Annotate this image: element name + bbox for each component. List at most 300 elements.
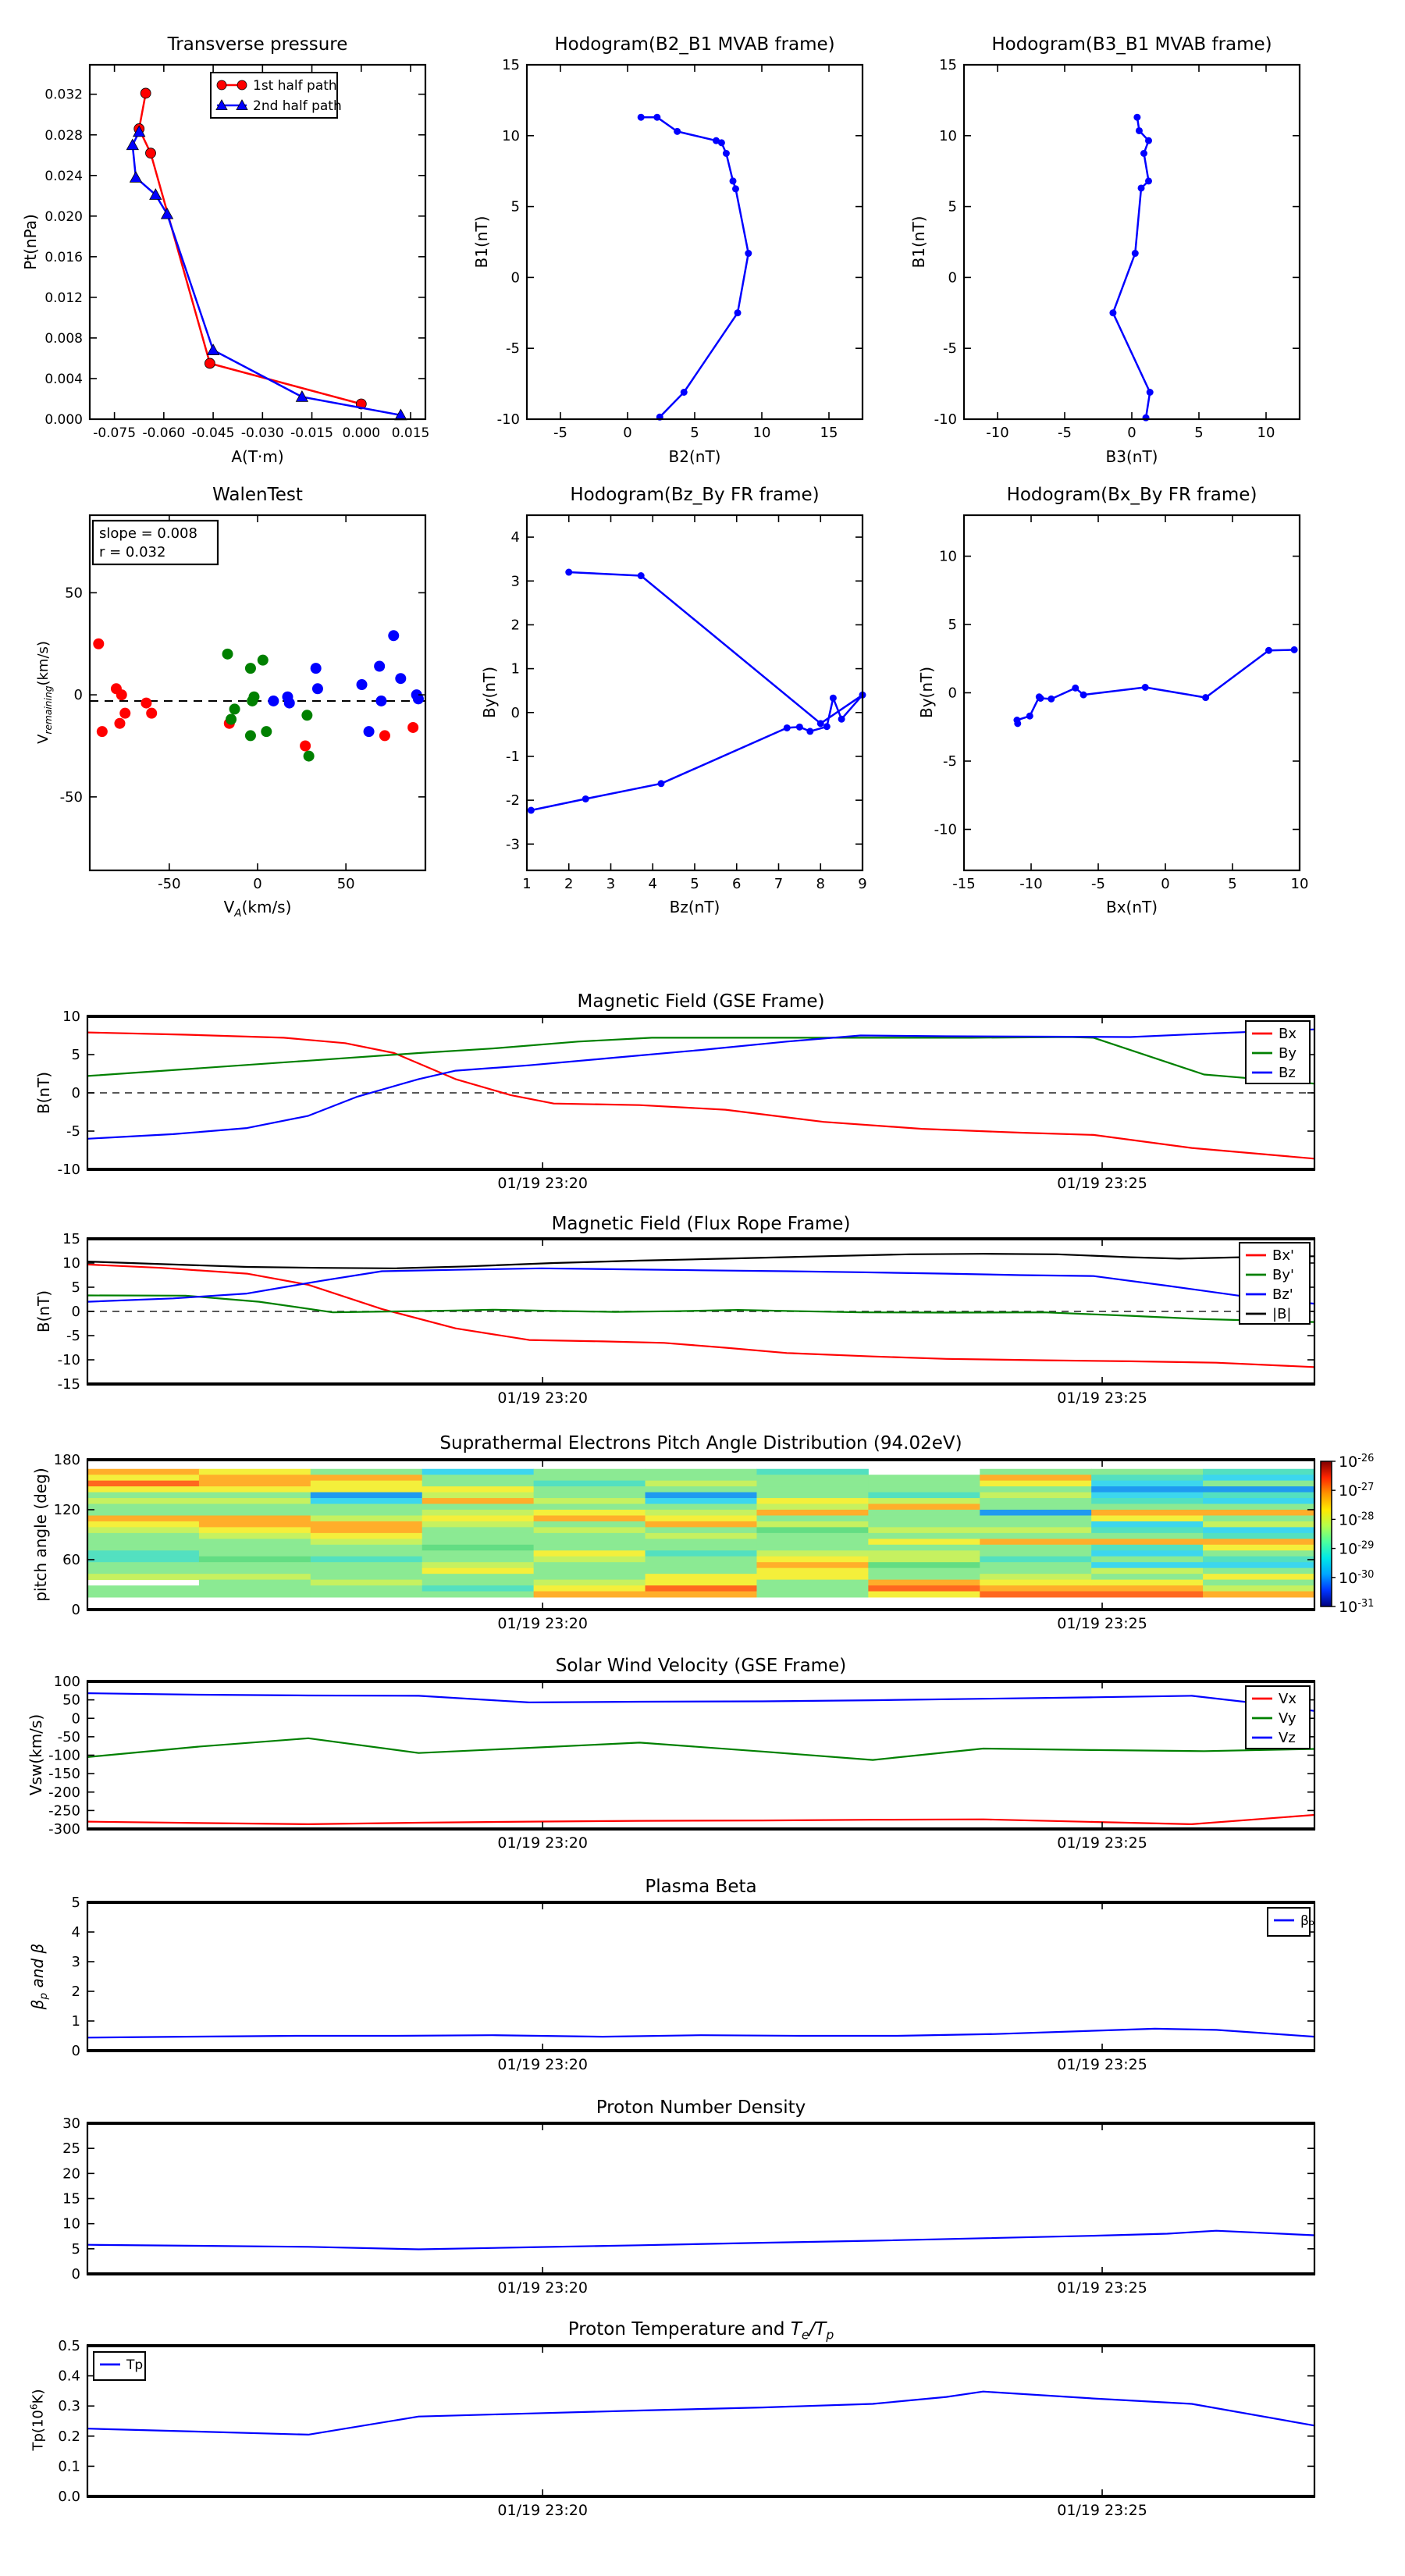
marker-circle-1st-half-path [145, 148, 155, 158]
y-tick-label: -5 [943, 753, 957, 770]
heatmap-cell [1203, 1481, 1314, 1487]
heatmap-cell [1203, 1493, 1314, 1499]
heatmap-cell [199, 1550, 311, 1557]
marker-dot-bxby [1291, 646, 1298, 653]
temp-title-te: T [790, 2319, 802, 2339]
series-line-Np [87, 2231, 1314, 2250]
heatmap-cell [980, 1493, 1091, 1499]
x-tick-label: 01/19 23:25 [1057, 1175, 1147, 1192]
heatmap-cell [868, 1557, 980, 1563]
y-tick-label: 0 [510, 704, 520, 721]
y-tick-label: -10 [57, 1352, 80, 1368]
scatter-point-walen-green [304, 751, 315, 762]
y-tick-label: 0.008 [44, 330, 83, 347]
heatmap-cell [646, 1568, 757, 1574]
heatmap-cell [756, 1486, 868, 1493]
heatmap-cell [756, 1515, 868, 1521]
heatmap-cell [646, 1510, 757, 1516]
marker-dot-b2b1 [745, 250, 752, 257]
panel-title-hodogram-b3b1: Hodogram(B3_B1 MVAB frame) [991, 34, 1272, 55]
axis-label-bx: Bx(nT) [1105, 898, 1158, 916]
marker-dot-bxby [1080, 692, 1087, 699]
scatter-point-walen-red [146, 708, 157, 719]
heatmap-cell [199, 1545, 311, 1551]
x-tick-label: 01/19 23:20 [497, 2502, 588, 2519]
heatmap-cell [87, 1510, 199, 1516]
y-tick-label: 10 [502, 127, 520, 144]
y-tick-label: 2 [510, 617, 520, 634]
legend-label: Vz [1279, 1730, 1296, 1746]
heatmap-cell [1091, 1469, 1203, 1475]
axes-frame [527, 515, 863, 870]
marker-circle-1st-half-path [140, 88, 151, 98]
heatmap-cell [1091, 1486, 1203, 1493]
x-tick-label: 01/19 23:25 [1057, 1615, 1147, 1632]
axes-frame [964, 65, 1300, 419]
y-tick-label: 10 [62, 2215, 80, 2233]
heatmap-cell [87, 1486, 199, 1493]
heatmap-cell [1203, 1585, 1314, 1592]
va-unit: (km/s) [241, 898, 292, 916]
heatmap-cell [422, 1481, 534, 1487]
axis-label-bnt-gse: B(nT) [34, 1071, 53, 1115]
heatmap-cell [980, 1521, 1091, 1528]
marker-dot-b3b1 [1147, 389, 1154, 396]
heatmap-cell [756, 1527, 868, 1533]
y-tick-label: 0.020 [44, 208, 83, 225]
axis-label-b1-left: B1(nT) [472, 215, 491, 269]
tp-sup: 6 [28, 2403, 40, 2411]
x-tick-label: 01/19 23:25 [1057, 1389, 1147, 1407]
scatter-point-walen-red [140, 698, 151, 709]
heatmap-cell [756, 1521, 868, 1528]
y-tick-label: 10 [62, 1255, 80, 1272]
y-tick-label: 5 [71, 1047, 80, 1063]
heatmap-cell [1203, 1486, 1314, 1493]
heatmap-cell [199, 1527, 311, 1533]
y-tick-label: 20 [62, 2165, 80, 2183]
legend-label: βₚ [1300, 1913, 1315, 1929]
series-line-b2b1 [641, 117, 749, 417]
heatmap-cell [1091, 1510, 1203, 1516]
x-tick-label: 0 [1127, 425, 1136, 441]
marker-dot-bzby [638, 572, 645, 579]
heatmap-cell [1091, 1498, 1203, 1504]
heatmap-cell [980, 1527, 1091, 1533]
heatmap-cell [980, 1568, 1091, 1574]
heatmap-cell [1203, 1498, 1314, 1504]
marker-dot-b3b1 [1145, 137, 1152, 144]
heatmap-cell [1091, 1539, 1203, 1545]
heatmap-cell [1203, 1504, 1314, 1510]
heatmap-cell [311, 1493, 422, 1499]
legend-label: 2nd half path [253, 98, 342, 114]
heatmap-cell [311, 1592, 422, 1598]
x-tick-label: 10 [752, 425, 771, 441]
marker-dot-bzby [658, 780, 665, 787]
heatmap-cell [980, 1510, 1091, 1516]
y-tick-label: -300 [48, 1821, 80, 1838]
series-line-bzby [531, 572, 863, 810]
marker-dot-bzby [830, 695, 837, 702]
heatmap-cell [422, 1545, 534, 1551]
axis-label-b1-right: B1(nT) [909, 215, 928, 269]
y-tick-label: 15 [62, 1231, 80, 1247]
y-tick-label: 0.016 [44, 249, 83, 265]
heatmap-cell [646, 1486, 757, 1493]
heatmap-cell [311, 1481, 422, 1487]
series-line-Vx [87, 1815, 1314, 1824]
heatmap-cell [199, 1533, 311, 1539]
heatmap-cell [980, 1550, 1091, 1557]
heatmap-cell [1203, 1562, 1314, 1568]
heatmap-cell [980, 1533, 1091, 1539]
y-tick-label: 1 [510, 660, 520, 678]
y-tick-label: 50 [62, 1692, 80, 1709]
scatter-point-walen-red [119, 708, 130, 719]
heatmap-cell [1203, 1521, 1314, 1528]
heatmap-cell [199, 1592, 311, 1598]
va-main: V [223, 898, 235, 916]
y-tick-label: 0 [510, 269, 520, 286]
marker-circle-1st-half-path [205, 358, 215, 368]
legend-label: Bx' [1272, 1247, 1294, 1264]
series-line-1st-half-path [139, 93, 361, 404]
axis-label-bnt-fr: B(nT) [34, 1290, 53, 1333]
marker-dot-bzby [817, 720, 824, 727]
y-tick-label: 0.012 [44, 290, 83, 306]
heatmap-cell [422, 1486, 534, 1493]
y-tick-label: 5 [71, 1895, 80, 1911]
panel-title-proton-density: Proton Number Density [596, 2097, 806, 2118]
y-tick-label: 0 [73, 687, 83, 704]
heatmap-cell [87, 1568, 199, 1574]
heatmap-cell [87, 1521, 199, 1528]
scatter-point-walen-red [97, 726, 108, 737]
heatmap-cell [1203, 1469, 1314, 1475]
scatter-point-walen-green [261, 726, 272, 737]
marker-dot-bzby [784, 724, 791, 731]
legend-marker [217, 80, 226, 90]
heatmap-cell [534, 1533, 646, 1539]
axis-label-tp [29, 2389, 47, 2451]
scatter-point-walen-red [116, 689, 127, 700]
heatmap-cell [534, 1574, 646, 1580]
heatmap-cell [1203, 1527, 1314, 1533]
heatmap-cell [756, 1568, 868, 1574]
x-tick-label: -0.075 [93, 425, 137, 441]
heatmap-cell [534, 1521, 646, 1528]
marker-dot-b2b1 [681, 389, 688, 396]
heatmap-cell [980, 1557, 1091, 1563]
x-tick-label: 3 [606, 876, 616, 892]
marker-triangle-2nd-half-path [162, 208, 173, 219]
y-tick-label: -15 [57, 1376, 80, 1393]
heatmap-cell [534, 1498, 646, 1504]
heatmap-cell [1203, 1533, 1314, 1539]
marker-triangle-2nd-half-path [130, 172, 142, 183]
marker-dot-b2b1 [732, 185, 739, 192]
heatmap-cell [534, 1550, 646, 1557]
panel-title-hodogram-bzby: Hodogram(Bz_By FR frame) [570, 485, 820, 505]
y-tick-label: 30 [62, 2115, 80, 2132]
marker-dot-b3b1 [1145, 177, 1152, 184]
heatmap-cell [534, 1481, 646, 1487]
heatmap-cell [1203, 1592, 1314, 1598]
heatmap-cell [422, 1574, 534, 1580]
axes-frame [87, 2346, 1314, 2496]
axis-label-vremaining [35, 641, 54, 744]
heatmap-cell [1091, 1545, 1203, 1551]
heatmap-cell [646, 1585, 757, 1592]
heatmap-cell [868, 1585, 980, 1592]
x-tick-label: 5 [690, 425, 699, 441]
series-line-b3b1 [1113, 117, 1150, 418]
y-tick-label: 1 [71, 2013, 80, 2030]
x-tick-label: 01/19 23:20 [497, 1175, 588, 1192]
marker-dot-bzby [582, 795, 589, 802]
heatmap-cell [311, 1539, 422, 1545]
y-tick-label: 0.024 [44, 168, 83, 184]
heatmap-cell [1091, 1550, 1203, 1557]
heatmap-cell [311, 1510, 422, 1516]
y-tick-label: 0.032 [44, 87, 83, 103]
heatmap-cell [646, 1527, 757, 1533]
legend-label: Bz' [1272, 1286, 1293, 1303]
panel-title-transverse-pressure: Transverse pressure [167, 34, 348, 55]
heatmap-cell [646, 1521, 757, 1528]
heatmap-cell [868, 1533, 980, 1539]
heatmap-cell [422, 1562, 534, 1568]
y-tick-label: 0 [71, 2043, 80, 2059]
heatmap-cell [868, 1562, 980, 1568]
marker-dot-bxby [1013, 717, 1020, 724]
series-line-Vz [87, 1693, 1314, 1711]
y-tick-label: 0.1 [58, 2458, 80, 2475]
marker-dot-bxby [1265, 647, 1272, 654]
heatmap-cell [87, 1527, 199, 1533]
heatmap-cell [1203, 1539, 1314, 1545]
x-tick-label: -5 [1058, 425, 1072, 441]
heatmap-cell [311, 1533, 422, 1539]
heatmap-cell [1091, 1521, 1203, 1528]
heatmap-cell [199, 1486, 311, 1493]
temp-title-sub-p: p [826, 2327, 834, 2343]
scatter-point-walen-red [114, 718, 125, 729]
heatmap-cell [646, 1574, 757, 1580]
axes-frame [87, 1681, 1314, 1829]
heatmap-cell [1091, 1533, 1203, 1539]
y-tick-label: 0.028 [44, 127, 83, 144]
heatmap-cell [980, 1592, 1091, 1598]
heatmap-cell [868, 1568, 980, 1574]
colorbar-label: $10^{-27}$ [1339, 1482, 1375, 1500]
heatmap-cell [1091, 1585, 1203, 1592]
heatmap-cell [534, 1562, 646, 1568]
marker-dot-bxby [1048, 696, 1055, 703]
tp-rest: K) [30, 2389, 47, 2404]
scatter-point-walen-blue [312, 683, 323, 694]
heatmap-cell [534, 1592, 646, 1598]
x-tick-label: 1 [522, 876, 532, 892]
heatmap-cell [311, 1504, 422, 1510]
series-line-Bz [87, 1030, 1314, 1139]
vrem-main: V [35, 734, 52, 744]
x-tick-label: 01/19 23:20 [497, 1615, 588, 1632]
scatter-point-walen-red [379, 730, 390, 741]
legend-label: 1st half path [253, 78, 337, 94]
marker-dot-b2b1 [674, 128, 681, 135]
y-tick-label: 100 [53, 1674, 80, 1690]
axis-label-bz: Bz(nT) [669, 898, 720, 916]
heatmap-cell [756, 1592, 868, 1598]
heatmap-cell [87, 1533, 199, 1539]
x-tick-label: 01/19 23:25 [1057, 2279, 1147, 2297]
tp-main: Tp(10 [30, 2410, 47, 2451]
heatmap-cell [422, 1539, 534, 1545]
heatmap-cell [868, 1580, 980, 1586]
axes-frame [87, 1902, 1314, 2051]
y-tick-label: 2 [71, 1984, 80, 2000]
marker-triangle-2nd-half-path [296, 391, 308, 402]
heatmap-cell [980, 1486, 1091, 1493]
x-tick-label: 10 [1290, 876, 1309, 892]
heatmap-cell [868, 1539, 980, 1545]
heatmap-cell [868, 1521, 980, 1528]
marker-dot-b2b1 [638, 114, 645, 121]
heatmap-cell [1091, 1527, 1203, 1533]
axis-label-va [90, 898, 425, 920]
heatmap-cell [868, 1550, 980, 1557]
y-tick-label: 0 [948, 269, 957, 286]
series-line-Byp [87, 1296, 1314, 1322]
x-tick-label: -0.060 [142, 425, 186, 441]
legend-label: Vy [1279, 1710, 1297, 1727]
y-tick-label: 0.4 [58, 2368, 80, 2385]
scatter-point-walen-green [247, 696, 258, 706]
beta-sub: p [37, 1992, 50, 2000]
marker-triangle-2nd-half-path [126, 139, 138, 150]
heatmap-cell [87, 1574, 199, 1580]
heatmap-cell [868, 1574, 980, 1580]
heatmap-cell [1091, 1574, 1203, 1580]
heatmap-cell [534, 1469, 646, 1475]
legend-label: Bz [1279, 1065, 1296, 1081]
heatmap-cell [980, 1545, 1091, 1551]
y-tick-label: 0.0 [58, 2489, 80, 2505]
heatmap-cell [199, 1557, 311, 1563]
heatmap-cell [646, 1562, 757, 1568]
scatter-point-walen-blue [357, 679, 368, 690]
marker-dot-bxby [1037, 695, 1044, 702]
y-tick-label: 120 [53, 1502, 80, 1518]
heatmap-cell [422, 1510, 534, 1516]
heatmap-cell [422, 1580, 534, 1586]
x-tick-label: 9 [858, 876, 867, 892]
heatmap-cell [868, 1510, 980, 1516]
x-tick-label: 0.015 [391, 425, 430, 441]
x-tick-label: 50 [336, 876, 355, 892]
heatmap-cell [980, 1475, 1091, 1481]
marker-dot-b3b1 [1136, 127, 1143, 134]
heatmap-cell [422, 1515, 534, 1521]
heatmap-cell [646, 1469, 757, 1475]
scatter-point-walen-red [300, 740, 311, 751]
heatmap-cell [868, 1545, 980, 1551]
y-tick-label: 4 [71, 1924, 80, 1941]
heatmap-cell [646, 1481, 757, 1487]
y-tick-label: 0.000 [44, 412, 83, 428]
scatter-point-walen-green [245, 730, 256, 741]
heatmap-cell [199, 1493, 311, 1499]
heatmap-cell [980, 1580, 1091, 1586]
scatter-point-walen-blue [395, 673, 406, 684]
annotation-text: slope = 0.008 [99, 525, 197, 542]
heatmap-cell [868, 1515, 980, 1521]
heatmap-cell [980, 1481, 1091, 1487]
y-tick-label: -5 [943, 340, 957, 358]
heatmap-cell [1091, 1580, 1203, 1586]
y-tick-label: -50 [57, 1728, 80, 1745]
y-tick-label: -150 [48, 1766, 80, 1783]
y-tick-label: -200 [48, 1784, 80, 1801]
heatmap-cell [1203, 1568, 1314, 1574]
scatter-point-walen-blue [268, 696, 279, 706]
heatmap-cell [199, 1539, 311, 1545]
heatmap-cell [87, 1557, 199, 1563]
y-tick-label: 60 [62, 1552, 80, 1568]
marker-dot-bxby [1202, 694, 1209, 701]
heatmap-cell [868, 1592, 980, 1598]
axes-frame [87, 2123, 1314, 2274]
y-tick-label: -1 [506, 748, 520, 765]
x-tick-label: 4 [648, 876, 657, 892]
y-tick-label: -5 [66, 1123, 80, 1140]
scatter-point-walen-red [407, 722, 418, 733]
marker-dot-b3b1 [1143, 415, 1150, 422]
scatter-point-walen-green [226, 713, 237, 724]
heatmap-cell [1091, 1562, 1203, 1568]
beta-rest: and β [28, 1943, 47, 1993]
y-tick-label: 5 [71, 2240, 80, 2258]
marker-dot-b2b1 [735, 309, 742, 316]
heatmap-cell [87, 1475, 199, 1481]
heatmap-cell [1091, 1475, 1203, 1481]
y-tick-label: 10 [939, 548, 957, 565]
marker-dot-b3b1 [1138, 184, 1145, 191]
heatmap-cell [87, 1562, 199, 1568]
marker-dot-bzby [838, 716, 845, 723]
heatmap-cell [199, 1510, 311, 1516]
heatmap-cell [87, 1550, 199, 1557]
heatmap-cell [534, 1580, 646, 1586]
heatmap-cell [87, 1539, 199, 1545]
heatmap-cell [1203, 1475, 1314, 1481]
heatmap-cell [646, 1539, 757, 1545]
scatter-point-walen-green [245, 663, 256, 674]
y-tick-label: 180 [53, 1452, 80, 1468]
heatmap-cell [980, 1498, 1091, 1504]
heatmap-cell [199, 1568, 311, 1574]
heatmap-cell [422, 1504, 534, 1510]
heatmap-cell [311, 1521, 422, 1528]
marker-dot-bxby [1142, 684, 1149, 691]
y-tick-label: 25 [62, 2140, 80, 2158]
x-tick-label: -10 [1019, 876, 1043, 892]
x-tick-label: 0 [253, 876, 262, 892]
y-tick-label: 0.004 [44, 371, 83, 387]
heatmap-cell [534, 1557, 646, 1563]
